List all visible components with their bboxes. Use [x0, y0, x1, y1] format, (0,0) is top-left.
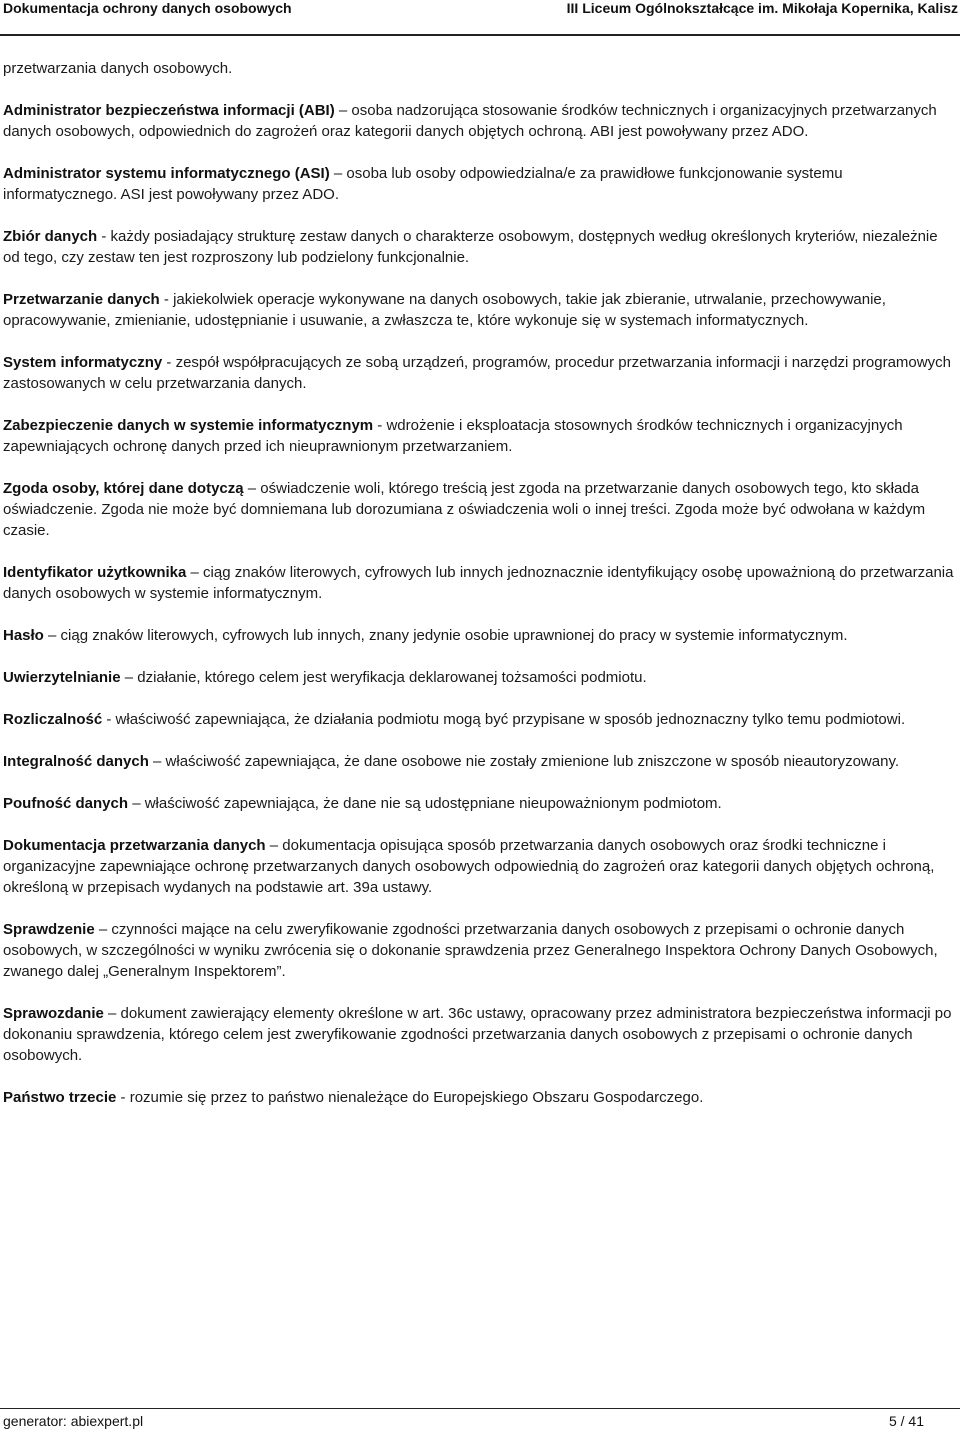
definition-term: Zabezpieczenie danych w systemie informatycznym [3, 417, 374, 434]
definition-term: Zbiór danych [3, 228, 98, 245]
definition-text: - zespół współpracujących ze sobą urządzeń, programów, procedur przetwarzania informacji i narzędzi programowych zastosowanych w celu przetwarzania danych. [3, 354, 951, 392]
definition-uwierzytelnianie [3, 667, 958, 688]
definition-text: – osoba lub osoby odpowiedzialna/e za prawidłowe funkcjonowanie systemu informatycznego. ASI jest powoływany przez ADO. [3, 165, 843, 203]
definition-text: – działanie, którego celem jest weryfikacja deklarowanej tożsamości podmiotu. [120, 669, 647, 686]
definition-text: – właściwość zapewniająca, że dane nie są udostępniane nieupoważnionym podmiotom. [128, 795, 722, 812]
definition-term: Administrator bezpieczeństwa informacji (ABI) [3, 102, 335, 119]
generator-label: generator: abiexpert.pl [3, 1413, 144, 1429]
definition-term: Sprawdzenie [3, 921, 95, 938]
footer-divider [0, 1408, 960, 1409]
definition-dokumentacja-przetwarzania [3, 835, 958, 898]
definition-term: Administrator systemu informatycznego (ASI) [3, 165, 330, 182]
definition-identyfikator-uzytkownika [3, 562, 958, 604]
document-title: Dokumentacja ochrony danych osobowych [3, 0, 292, 16]
definition-zgoda-osoby [3, 478, 958, 541]
definition-text: - rozumie się przez to państwo nienależące do Europejskiego Obszaru Gospodarczego. [116, 1089, 704, 1106]
definition-zabezpieczenie-danych [3, 415, 958, 457]
definition-text: – ciąg znaków literowych, cyfrowych lub innych, znany jedynie osobie uprawnionej do pracy w systemie informatycznym. [43, 627, 848, 644]
definition-term: Integralność danych [3, 753, 149, 770]
definition-text: - jakiekolwiek operacje wykonywane na danych osobowych, takie jak zbieranie, utrwalanie, przechowywanie, opracowywanie, zmienianie, udostępnianie i usuwanie, a zwłaszcza te, które wykonuje się w systemach informatycznych. [3, 291, 886, 329]
definition-text: – dokument zawierający elementy określone w art. 36c ustawy, opracowany przez administratora bezpieczeństwa informacji po dokonaniu sprawdzenia, którego celem jest zweryfikowanie zgodności przetwarzania danych osobowych z przepisami o ochronie danych osobowych. [3, 1005, 952, 1064]
definition-system-informatyczny [3, 352, 958, 394]
definition-text: – oświadczenie woli, którego treścią jest zgoda na przetwarzanie danych osobowych tego, kto składa oświadczenie. Zgoda nie może być domniemana lub dorozumiana z oświadczenia woli o innej treści. Zgoda może być odwołana w każdym czasie. [3, 480, 926, 539]
definition-text: – osoba nadzorująca stosowanie środków technicznych i organizacyjnych przetwarzanych danych osobowych, odpowiednich do zagrożeń oraz kategorii danych objętych ochroną. ABI jest powoływany przez ADO. [3, 102, 937, 140]
definition-text: - wdrożenie i eksploatacja stosownych środków technicznych i organizacyjnych zapewniających ochronę danych przed ich nieuprawnionym przetwarzaniem. [3, 417, 903, 455]
definition-term: System informatyczny [3, 354, 163, 371]
definition-poufnosc-danych [3, 793, 958, 814]
definition-term: Rozliczalność [3, 711, 103, 728]
definition-panstwo-trzecie [3, 1087, 958, 1108]
definition-term: Hasło [3, 627, 44, 644]
definition-text: – czynności mające na celu zweryfikowanie zgodności przetwarzania danych osobowych z przepisami o ochronie danych osobowych, w szczególności w wyniku zwrócenia się o dokonanie sprawdzenia przez Generalnego Inspektora Ochrony Danych Osobowych, zwanego dalej „Generalnym Inspektorem”. [3, 921, 938, 980]
definition-term: Przetwarzanie danych [3, 291, 160, 308]
definition-term: Państwo trzecie [3, 1089, 117, 1106]
definition-rozliczalnosc [3, 709, 958, 730]
definition-text: – właściwość zapewniająca, że dane osobowe nie zostały zmienione lub zniszczone w sposób nieautoryzowany. [148, 753, 900, 770]
definition-term: Dokumentacja przetwarzania danych [3, 837, 266, 854]
definition-zbior-danych [3, 226, 958, 268]
definition-text: - każdy posiadający strukturę zestaw danych o charakterze osobowym, dostępnych według określonych kryteriów, niezależnie od tego, czy zestaw ten jest rozproszony lub podzielony funkcjonalnie. [3, 228, 938, 266]
page-header [0, 0, 960, 22]
continuation-text: przetwarzania danych osobowych. [3, 60, 233, 77]
definition-text: – ciąg znaków literowych, cyfrowych lub innych jednoznacznie identyfikujący osobę upoważnioną do przetwarzania danych osobowych w systemie informatycznym. [3, 564, 954, 602]
definition-sprawozdanie [3, 1003, 958, 1066]
definition-term: Identyfikator użytkownika [3, 564, 187, 581]
header-divider [0, 34, 960, 36]
definition-przetwarzanie-danych [3, 289, 958, 331]
document-body [3, 58, 958, 1129]
definition-haslo [3, 625, 958, 646]
definition-term: Poufność danych [3, 795, 129, 812]
definition-text: - właściwość zapewniająca, że działania podmiotu mogą być przypisane w sposób jednoznaczny tylko temu podmiotowi. [102, 711, 906, 728]
definition-sprawdzenie [3, 919, 958, 982]
definition-abi [3, 100, 958, 142]
definition-term: Uwierzytelnianie [3, 669, 121, 686]
definition-term: Sprawozdanie [3, 1005, 104, 1022]
page-number: 5 / 41 [888, 1413, 924, 1429]
definition-integralnosc-danych [3, 751, 958, 772]
definition-term: Zgoda osoby, której dane dotyczą [3, 480, 244, 497]
definition-asi [3, 163, 958, 205]
school-name: III Liceum Ogólnokształcące im. Mikołaja Kopernika, Kalisz [566, 0, 958, 16]
definition-text: – dokumentacja opisująca sposób przetwarzania danych osobowych oraz środki techniczne i organizacyjne zapewniające ochronę przetwarzanych danych osobowych odpowiednią do zagrożeń oraz kategorii danych objętych ochroną, określoną w przepisach wydanych na podstawie art. 39a ustawy. [3, 837, 935, 896]
